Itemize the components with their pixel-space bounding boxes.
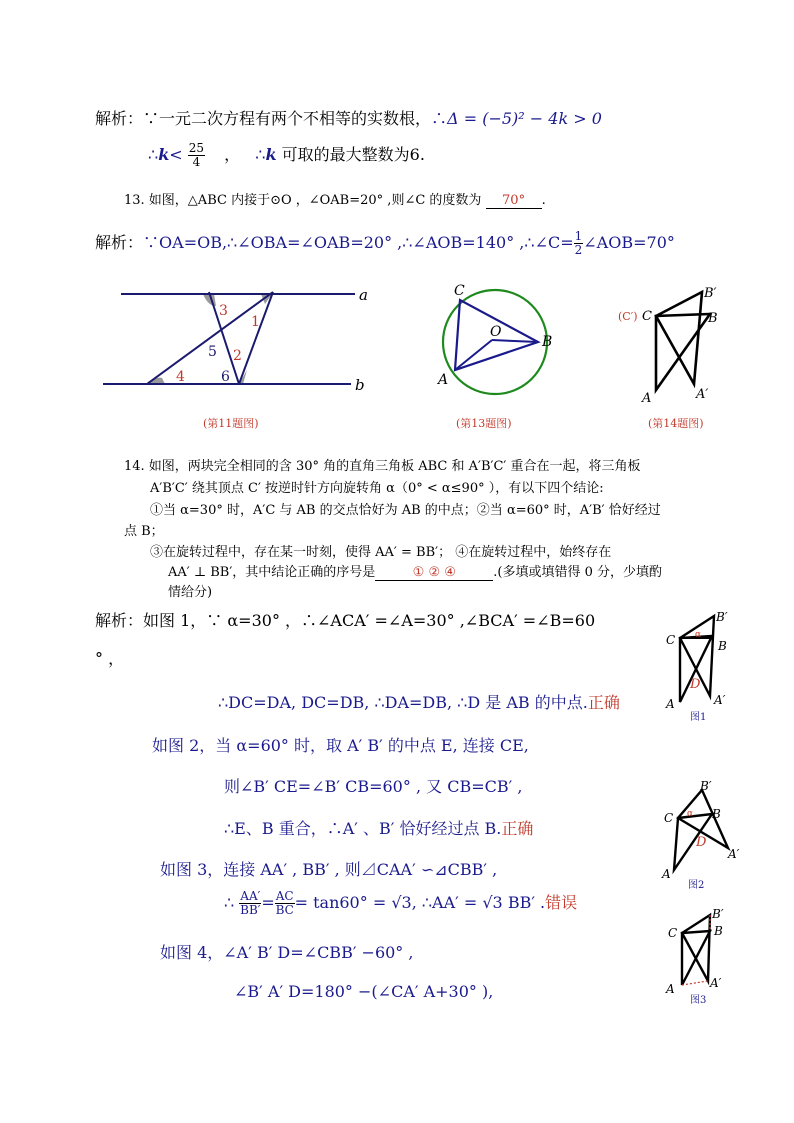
figure-11 xyxy=(95,280,385,430)
sol14-p5: ∴E、B 重合，∴A′ 、B′ 恰好经过点 B. xyxy=(224,819,502,838)
analysis-line-2 xyxy=(148,142,425,169)
solution-figure-3 xyxy=(660,903,740,1008)
sol14-p1: 如图 1，∵ α=30° ，∴∠ACA′ =∠A=30° ,∠BCA′ =∠B=60 xyxy=(143,611,596,630)
q13-end: . xyxy=(541,193,546,208)
label-bprime: B′ xyxy=(712,907,724,921)
triangle-apbpcp xyxy=(682,915,710,981)
q14-line-1: 14. 如图，两块完全相同的含 30° 角的直角三角板 ABC 和 A′B′C′ 重合在一起，将三角板 xyxy=(124,459,641,474)
q14-answer: ① ② ④ xyxy=(375,565,493,581)
sol14-line-4: 则∠B′ CE=∠B′ CB=60° , 又 CB=CB′ , xyxy=(224,777,523,796)
figure-13 xyxy=(420,280,570,430)
question-13 xyxy=(124,189,546,209)
analysis-label: 解析： xyxy=(95,611,144,630)
label-bprime: B′ xyxy=(704,286,717,301)
label-b: b xyxy=(355,376,365,394)
variable-k: k xyxy=(158,145,170,164)
sol14-line-7 xyxy=(224,890,577,917)
label-b: B xyxy=(542,334,553,350)
fig-s3-caption: 图3 xyxy=(690,995,707,1006)
label-d: D xyxy=(690,677,701,692)
sol14-line-3: 如图 2，当 α=60° 时，取 A′ B′ 的中点 E, 连接 CE, xyxy=(152,736,529,755)
fig-s1-caption: 图1 xyxy=(690,712,707,723)
q14-line6-end: .(多填或填错得 0 分，少填酌 xyxy=(493,565,663,580)
label-c: C xyxy=(642,309,652,324)
label-cprime: (C′) xyxy=(618,310,638,323)
solution-13 xyxy=(95,230,675,257)
fraction-ac-bc: $\frac{AC}{BC}$ xyxy=(275,889,294,917)
q14-line-2: A′B′C′ 绕其顶点 C′ 按逆时针方向旋转角 α（0° < α≤90° ），有以下四个结论: xyxy=(150,481,604,496)
fraction-aa-bb: $\frac{AA'}{BB'}$ xyxy=(240,889,261,917)
sol13-text1: ∵OA=OB,∴∠OBA=∠OAB=20° ,∴∠AOB=140° ,∴∠C= xyxy=(143,233,574,252)
fig14-caption: (第14题图) xyxy=(648,417,704,430)
label-a: a xyxy=(359,286,368,304)
q13-answer: 70° xyxy=(486,193,542,209)
less-than: < xyxy=(169,145,183,164)
because-symbol: ∵ xyxy=(143,109,160,128)
therefore-symbol: ∴ xyxy=(148,145,159,164)
discriminant-formula: Δ = (−5)² − 4k > 0 xyxy=(447,109,602,128)
label-aprime: A′ xyxy=(714,693,726,707)
sol14-line-1b: ° ， xyxy=(95,649,125,668)
transversal-3 xyxy=(239,292,273,384)
verdict-correct: 正确 xyxy=(501,819,534,838)
q14-line-3: ①当 α=30° 时，A′C 与 AB 的交点恰好为 AB 的中点；②当 α=60° 时，A′B′ 恰好经过 xyxy=(150,503,661,518)
sol14-p7b: = tan60° = √3, ∴AA′ = √3 BB′ . xyxy=(294,893,546,912)
sol14-line-9: ∠B′ A′ D=180° −(∠CA′ A+30° ), xyxy=(234,982,494,1001)
verdict-wrong: 错误 xyxy=(545,893,578,912)
label-c: C xyxy=(668,926,678,940)
label-bprime: B′ xyxy=(716,610,728,624)
therefore-symbol: ∴ xyxy=(431,109,448,128)
fig-s2-caption: 图2 xyxy=(688,880,705,891)
sol14-line-2 xyxy=(218,690,620,713)
analysis-line-1 xyxy=(95,106,602,129)
therefore-symbol: ∴ xyxy=(255,145,266,164)
line2-text: 可取的最大整数为6. xyxy=(281,145,425,164)
segment-ob xyxy=(492,340,538,342)
label-b: B xyxy=(708,311,718,326)
label-3: 3 xyxy=(219,303,228,319)
fraction-25-4: $\frac{25}{4}$ xyxy=(188,141,205,169)
variable-k: k xyxy=(265,145,277,164)
label-2: 2 xyxy=(233,348,242,364)
figure-14 xyxy=(610,280,740,430)
label-5: 5 xyxy=(208,344,217,360)
solution-figure-2 xyxy=(660,778,745,893)
q14-line6-text: AA′ ⊥ BB′，其中结论正确的序号是 xyxy=(168,565,376,580)
q14-line-5: ③在旋转过程中，存在某一时刻，使得 AA′ = BB′； ④在旋转过程中，始终存在 xyxy=(150,545,612,560)
therefore-symbol: ∴ xyxy=(224,893,235,912)
label-aprime: A′ xyxy=(710,976,722,990)
label-a: A xyxy=(662,867,671,881)
sol13-text2: ∠AOB=70° xyxy=(583,233,675,252)
label-b: B xyxy=(714,924,723,938)
label-a: A xyxy=(666,982,675,996)
q14-line-6 xyxy=(168,561,662,581)
label-a: A xyxy=(666,697,675,711)
equals: = xyxy=(261,893,275,912)
label-aprime: A′ xyxy=(696,387,709,402)
triangle-abc xyxy=(656,314,710,390)
fig11-caption: (第11题图) xyxy=(203,417,259,430)
label-alpha: α xyxy=(695,630,702,640)
solution-figure-1 xyxy=(660,610,740,725)
segment-aa-prime xyxy=(682,981,708,985)
transversal-1 xyxy=(147,292,273,384)
label-c: C xyxy=(666,633,676,647)
verdict-correct: 正确 xyxy=(587,693,620,712)
label-c: C xyxy=(664,811,674,825)
label-a: A xyxy=(642,391,652,406)
line1-text: 一元二次方程有两个不相等的实数根， xyxy=(159,109,432,128)
comma: ， xyxy=(224,145,241,164)
sol14-line-6: 如图 3，连接 AA′ , BB′ , 则⊿CAA′ ∽⊿CBB′ , xyxy=(160,860,498,879)
sol14-p2: ∴DC=DA, DC=DB, ∴DA=DB, ∴D 是 AB 的中点. xyxy=(218,693,588,712)
label-d: D xyxy=(696,835,707,850)
fraction-1-2: $\frac{1}{2}$ xyxy=(574,229,583,257)
fig13-caption: (第13题图) xyxy=(456,417,512,430)
sol14-line-8: 如图 4，∠A′ B′ D=∠CBB′ −60° , xyxy=(160,943,414,962)
label-aprime: A′ xyxy=(728,847,740,861)
label-a: A xyxy=(438,372,449,388)
label-bprime: B′ xyxy=(700,779,712,793)
segment-oa xyxy=(455,340,492,370)
label-b: B xyxy=(718,639,727,653)
label-6: 6 xyxy=(221,369,230,385)
label-4: 4 xyxy=(176,369,185,385)
triangle-apbpcp xyxy=(656,292,702,384)
analysis-label: 解析： xyxy=(95,233,144,252)
label-alpha: α xyxy=(687,809,694,819)
sol14-line-1 xyxy=(95,608,595,631)
sol14-line-5 xyxy=(224,816,533,839)
q13-text: 13. 如图，△ABC 内接于⊙O ，∠OAB=20° ,则∠C 的度数为 xyxy=(124,193,482,208)
label-b: B xyxy=(712,807,721,821)
label-o: O xyxy=(490,324,502,340)
analysis-label: 解析： xyxy=(95,109,144,128)
label-1: 1 xyxy=(251,314,260,330)
label-c: C xyxy=(454,283,465,299)
q14-line-4: 点 B； xyxy=(124,524,164,539)
q14-line-7: 情给分) xyxy=(168,585,213,600)
